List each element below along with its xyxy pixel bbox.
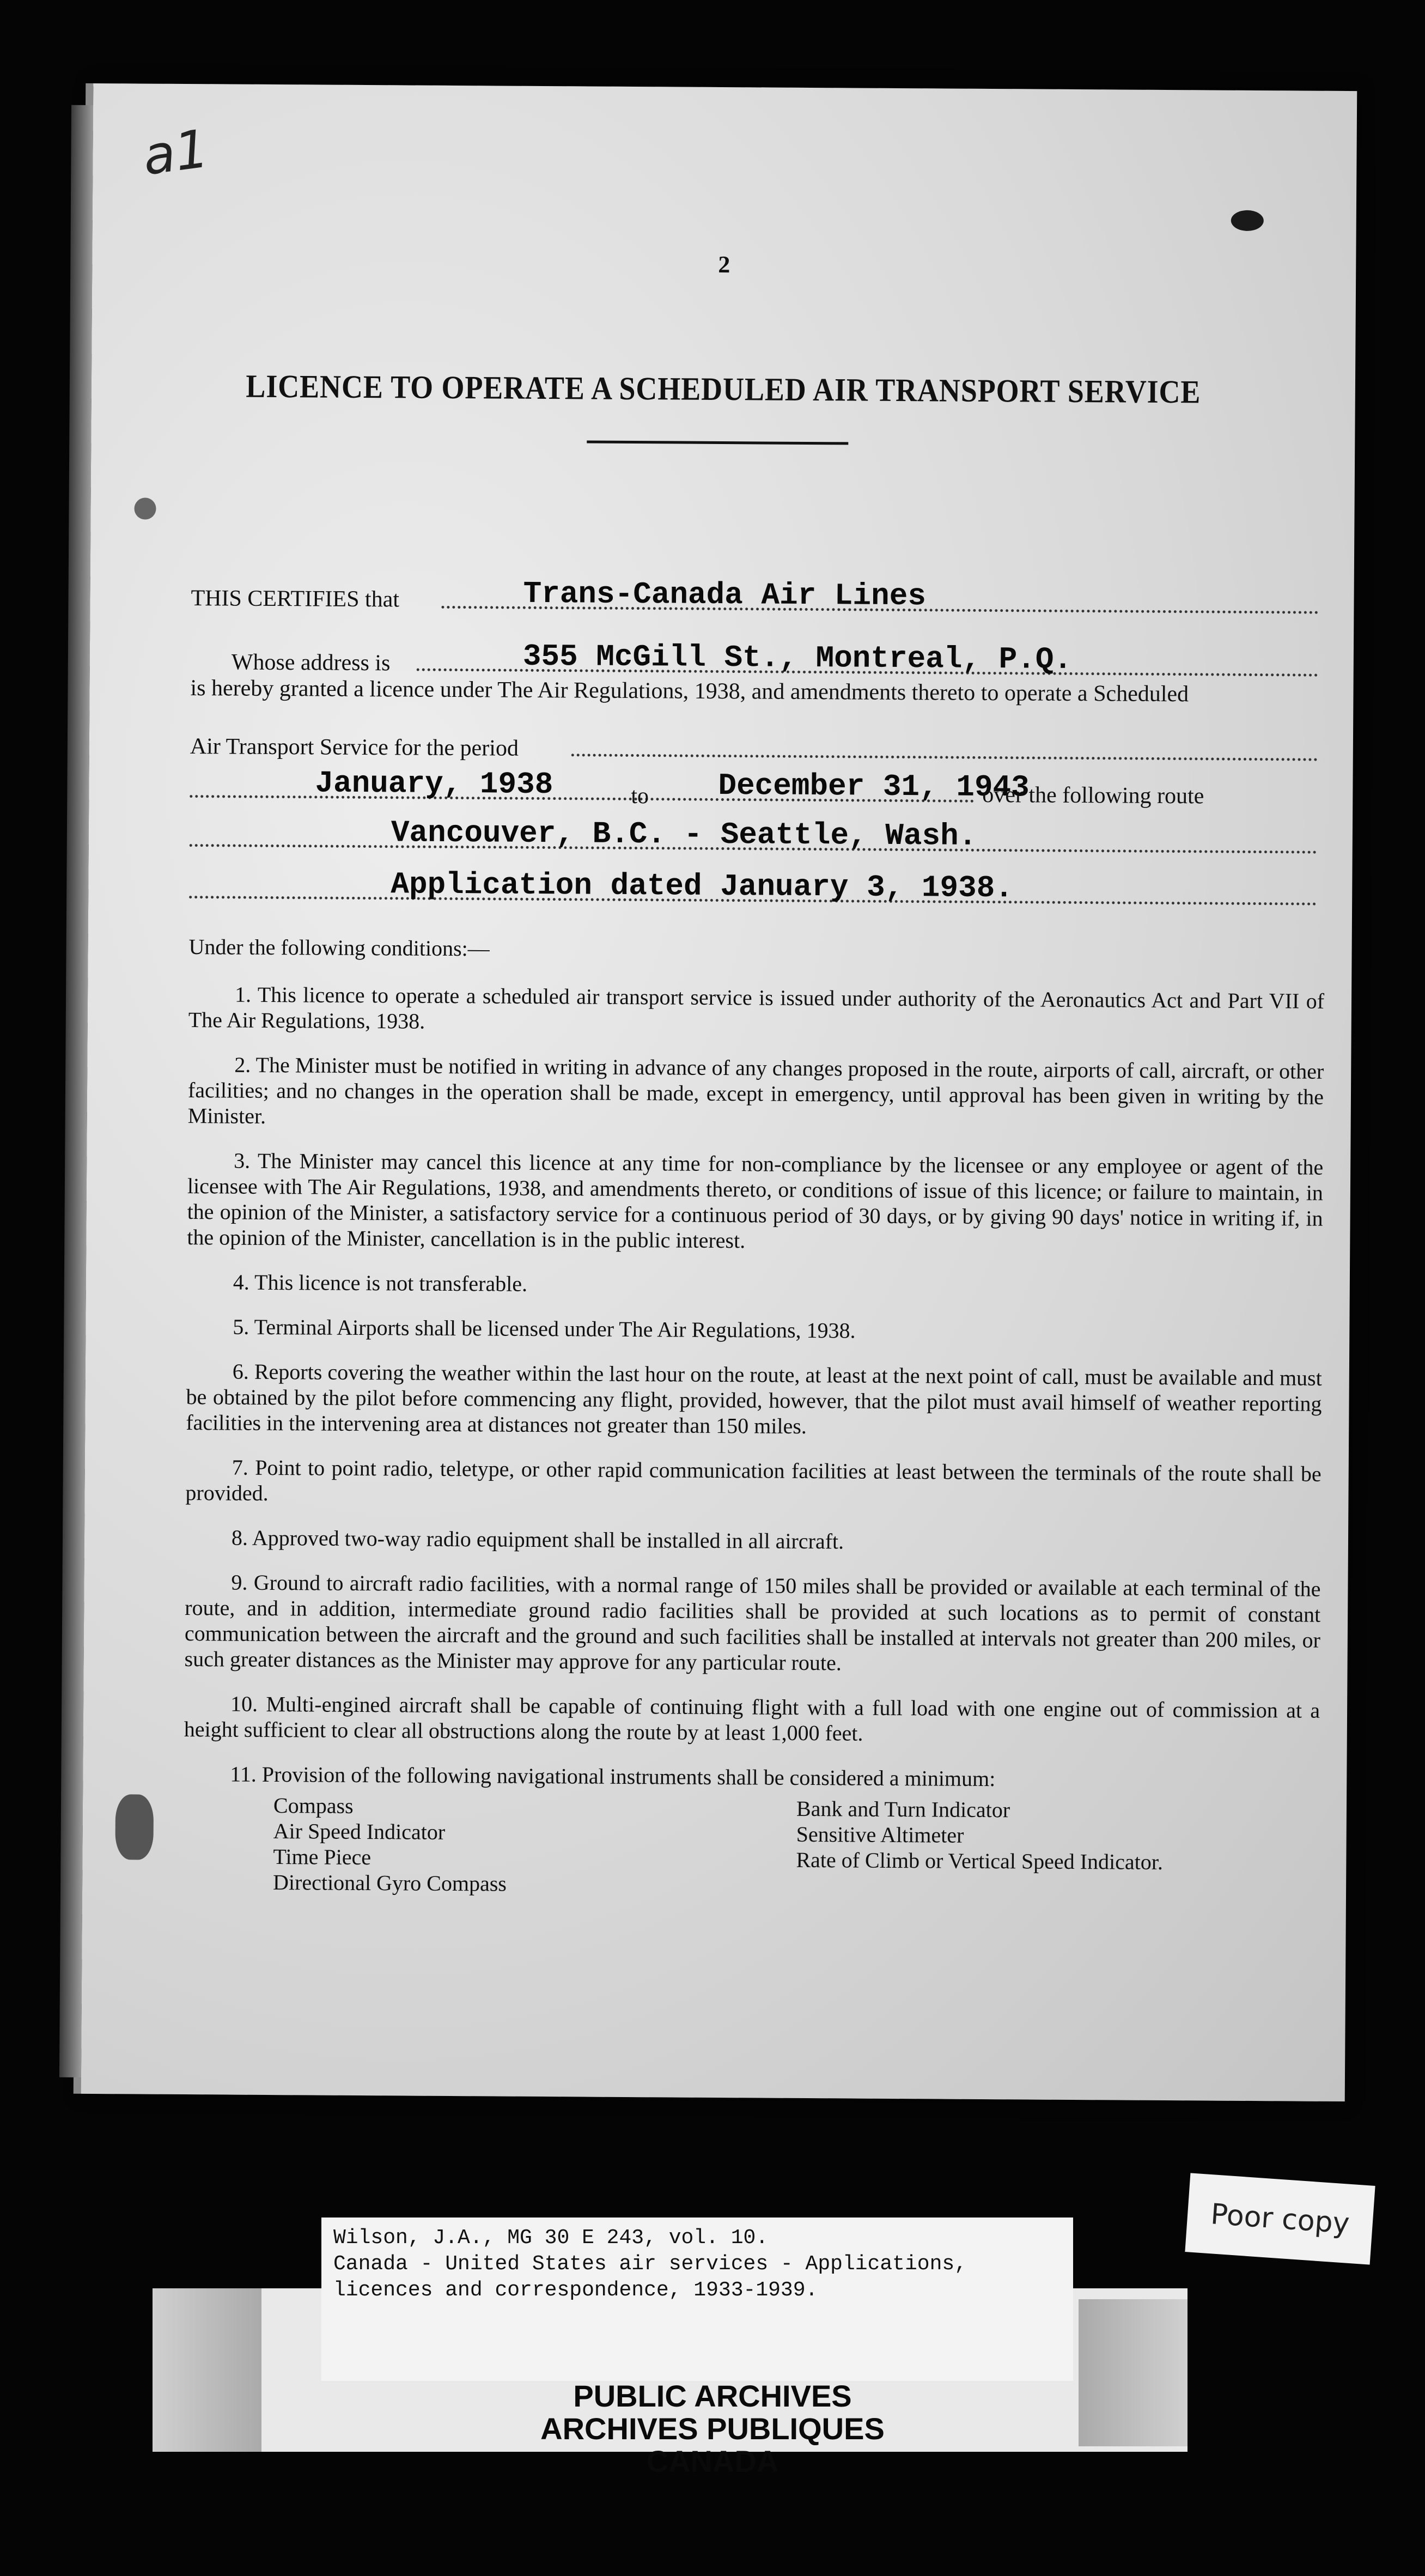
licensee-name: Trans-Canada Air Lines — [523, 576, 927, 614]
handwritten-mark: a1 — [139, 118, 212, 187]
poor-copy-note: Poor copy — [1185, 2173, 1375, 2264]
title-underline — [587, 440, 848, 445]
instrument-item: Compass — [273, 1793, 354, 1818]
condition-2: 2. The Minister must be notified in writing in advance of any changes proposed in the route, airports of call, aircraft, or other facilities; and no changes in the operation shall be made, except in emergency, until approval has been given in writing by the Minister. — [187, 1052, 1324, 1128]
period-dates-line — [190, 765, 1317, 810]
condition-1: 1. This licence to operate a scheduled air transport service is issued under authority of the Aeronautics Act and Part VII of The Air Regulations, 1938. — [188, 982, 1325, 1034]
archive-ref-line-3: licences and correspondence, 1933-1939. — [333, 2279, 818, 2302]
route-line — [190, 814, 1317, 859]
instrument-column-left — [273, 1793, 796, 1898]
instrument-item: Sensitive Altimeter — [796, 1821, 964, 1848]
granted-text: is hereby granted a licence under The Air Regulations, 1938, and amendments thereto to operate a Scheduled — [190, 676, 1189, 707]
certifies-label: THIS CERTIFIES that — [191, 586, 400, 612]
certifies-line — [191, 574, 1318, 619]
archive-banner-line-3: CANADA — [646, 2444, 779, 2478]
condition-9: 9. Ground to aircraft radio facilities, with a normal range of 150 miles shall be provided or available at each terminal of the route, and in addition, intermediate ground radio facilities shall be provided at such locations as to permit of constant communication between the aircraft and the ground and such facilities shall be installed at intervals not greater than 200 miles, or such greater distances as the Minister may approve for any particular route. — [184, 1570, 1321, 1675]
licensee-address: 355 McGill St., Montreal, P.Q. — [522, 639, 1073, 677]
archive-ref-line-1: Wilson, J.A., MG 30 E 243, vol. 10. — [333, 2226, 769, 2250]
document-title: LICENCE TO OPERATE A SCHEDULED AIR TRANSPORT SERVICE — [246, 368, 1201, 410]
to-label: to — [631, 783, 649, 809]
instrument-item: Time Piece — [273, 1844, 372, 1870]
page-number: 2 — [718, 251, 730, 278]
condition-3: 3. The Minister may cancel this licence at any time for non-compliance by the licensee or any employee or agent of the licensee with The Air Regulations, 1938, and amendments thereto, or conditions of issue of this licence; or failure to maintain, in the opinion of the Minister, a satisfactory service for a continuous period of 30 days, or by giving 90 days' notice in writing if, in the opinion of the Minister, cancellation is in the public interest. — [187, 1148, 1324, 1253]
archive-ref-line-2: Canada - United States air services - Applications, — [333, 2252, 967, 2276]
address-label: Whose address is — [231, 649, 391, 676]
condition-7: 7. Point to point radio, teletype, or other rapid communication facilities at least between the terminals of the route shall be provided. — [185, 1455, 1322, 1505]
instrument-column-right — [796, 1796, 1319, 1901]
archive-banner-line-2: ARCHIVES PUBLIQUES — [540, 2411, 885, 2446]
period-dots — [571, 754, 1318, 761]
application-line — [189, 866, 1317, 911]
granted-line — [190, 672, 1318, 709]
conditions-heading: Under the following conditions:— — [188, 934, 490, 961]
instrument-item: Bank and Turn Indicator — [796, 1796, 1010, 1822]
instrument-item: Rate of Climb or Vertical Speed Indicator. — [796, 1847, 1164, 1875]
period-label-line — [190, 721, 1318, 767]
condition-11: 11. Provision of the following navigational instruments shall be considered a minimum: — [230, 1761, 996, 1791]
condition-8: 8. Approved two-way radio equipment shall be installed in all aircraft. — [231, 1525, 844, 1554]
condition-5: 5. Terminal Airports shall be licensed under The Air Regulations, 1938. — [233, 1314, 856, 1343]
route-label: over the following route — [982, 782, 1204, 809]
punch-hole-bottom — [115, 1794, 154, 1860]
condition-10: 10. Multi-engined aircraft shall be capable of continuing flight with a full load with one engine out of commission at a height sufficient to clear all obstructions along the route by at least 1,000 feet. — [184, 1691, 1320, 1746]
archive-reference-label — [321, 2217, 1073, 2381]
instrument-item: Air Speed Indicator — [273, 1819, 446, 1844]
ink-blot — [1231, 210, 1264, 231]
punch-hole-top — [134, 497, 156, 519]
application-value: Application dated January 3, 1938. — [391, 867, 1014, 906]
period-label: Air Transport Service for the period — [190, 734, 519, 761]
archive-banner-line-1: PUBLIC ARCHIVES — [573, 2379, 852, 2413]
instrument-list — [273, 1793, 1319, 1901]
conditions-section — [183, 934, 1325, 1901]
route-value: Vancouver, B.C. - Seattle, Wash. — [391, 815, 977, 854]
period-from: January, 1938 — [315, 765, 553, 803]
condition-6: 6. Reports covering the weather within the last hour on the route, at least at the next point of call, must be available and must be obtained by the pilot before commencing any flight, provided, however, that the pilot must avail himself of weather reporting facilities in the intervening area at distances not greater than 150 miles. — [186, 1359, 1322, 1438]
instrument-item: Directional Gyro Compass — [272, 1870, 507, 1896]
condition-4: 4. This licence is not transferable. — [233, 1269, 528, 1296]
period-to: December 31, 1943 — [718, 768, 1030, 805]
licence-document — [81, 83, 1357, 2101]
